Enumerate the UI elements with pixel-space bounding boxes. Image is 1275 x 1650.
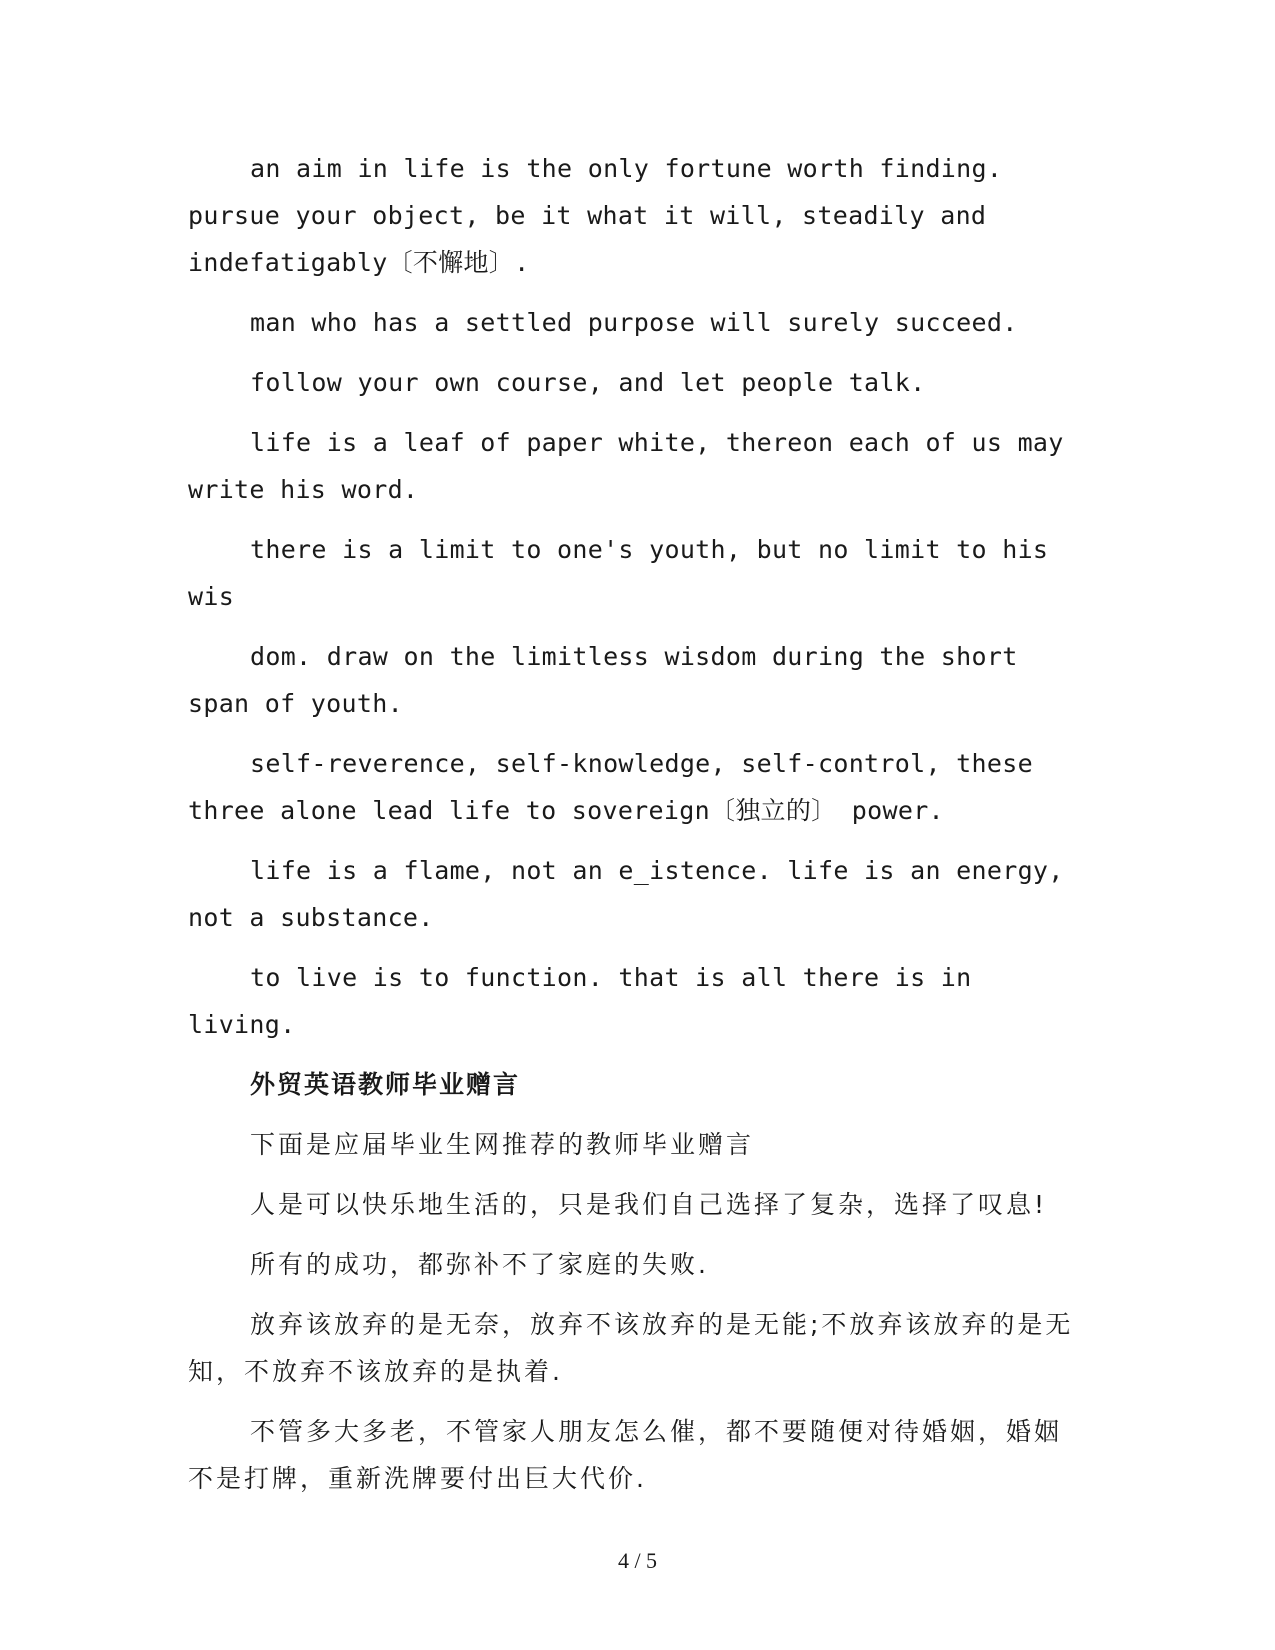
page-number: 4 / 5 [617, 1548, 658, 1573]
paragraph: self-reverence, self-knowledge, self-control, these three alone lead life to sovereign〔独立的〕 power. [188, 749, 1033, 825]
paragraph: 人是可以快乐地生活的，只是我们自己选择了复杂，选择了叹息! [250, 1190, 1048, 1219]
paragraph: life is a flame, not an e_istence. life is an energy, not a substance. [188, 856, 1064, 932]
paragraph: to live is to function. that is all there is in living. [188, 963, 972, 1039]
paragraph: man who has a settled purpose will surely succeed. [250, 308, 1018, 337]
paragraph: follow your own course, and let people talk. [250, 368, 926, 397]
paragraph: 不管多大多老，不管家人朋友怎么催，都不要随便对待婚姻，婚姻不是打牌，重新洗牌要付出巨大代价. [188, 1417, 1063, 1493]
paragraph: life is a leaf of paper white, thereon each of us may write his word. [188, 428, 1064, 504]
paragraph: 放弃该放弃的是无奈，放弃不该放弃的是无能;不放弃该放弃的是无知，不放弃不该放弃的是执着. [188, 1310, 1074, 1386]
paragraph: dom. draw on the limitless wisdom during the short span of youth. [188, 642, 1018, 718]
paragraph: an aim in life is the only fortune worth finding. pursue your object, be it what it will, steadily and indefatigably〔不懈地〕. [188, 154, 1003, 277]
section-heading: 外贸英语教师毕业赠言 [250, 1070, 521, 1099]
document-body [188, 145, 1088, 1515]
paragraph: 下面是应届毕业生网推荐的教师毕业赠言 [250, 1130, 755, 1159]
paragraph: there is a limit to one's youth, but no limit to his wis [188, 535, 1049, 611]
paragraph: 所有的成功，都弥补不了家庭的失败. [250, 1250, 709, 1279]
